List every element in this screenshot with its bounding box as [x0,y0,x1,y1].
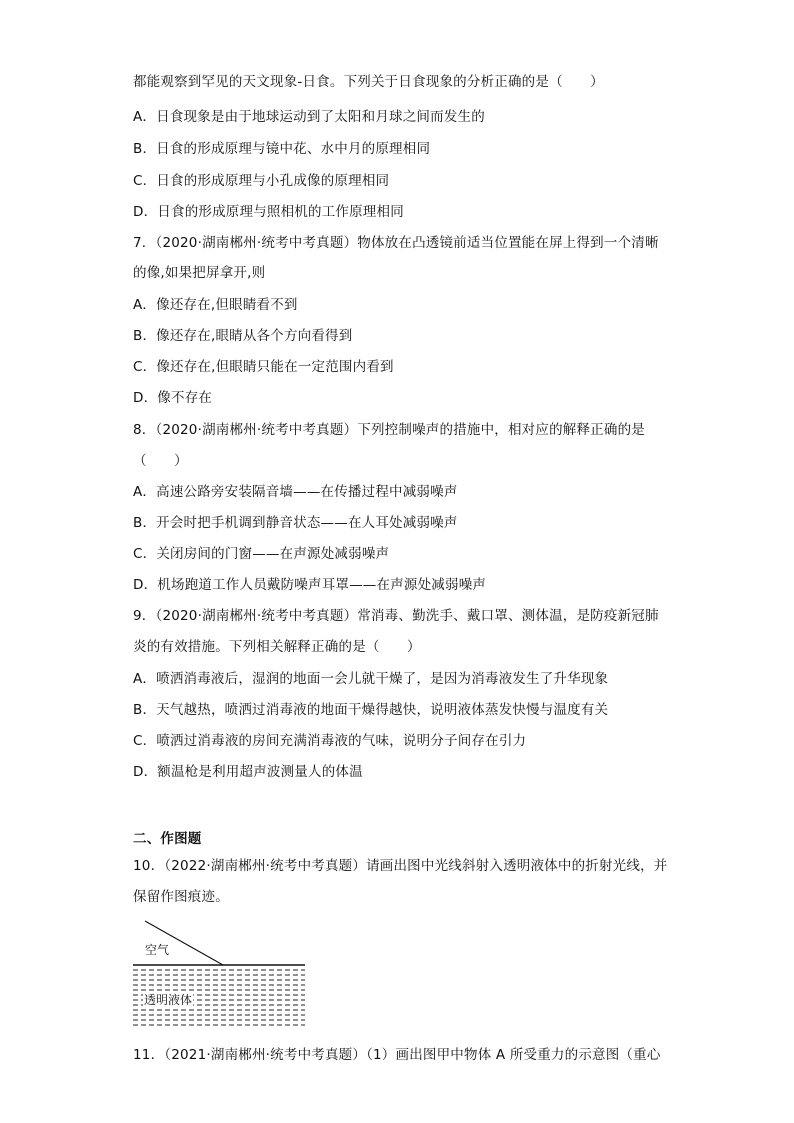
air-label: 空气 [145,943,170,957]
q7-option-a: A．像还存在,但眼睛看不到 [133,297,298,313]
q6-option-b: B．日食的形成原理与镜中花、水中月的原理相同 [133,141,431,157]
question-11-stem: 11．（2021·湖南郴州·统考中考真题）（1）画出图甲中物体 A 所受重力的示意图（重心 [133,1047,661,1063]
q8-option-d: D．机场跑道工作人员戴防噪声耳罩——在声源处减弱噪声 [133,577,487,593]
question-10-stem-cont: 保留作图痕迹。 [133,889,229,905]
q8-option-a: A．高速公路旁安装隔音墙——在传播过程中减弱噪声 [133,484,458,500]
liquid-label: 透明液体 [144,993,193,1007]
refraction-diagram [133,915,313,1030]
q7-option-b: B．像还存在,眼睛从各个方向看得到 [133,328,353,344]
q6-option-a: A．日食现象是由于地球运动到了太阳和月球之间而发生的 [133,109,485,125]
section-heading: 二、作图题 [133,831,202,847]
question-7-stem-cont: 的像,如果把屏拿开,则 [133,265,266,281]
q7-option-d: D．像不存在 [133,390,213,406]
q9-option-d: D．额温枪是利用超声波测量人的体温 [133,764,363,780]
q6-option-c: C．日食的形成原理与小孔成像的原理相同 [133,173,390,189]
question-6-stem-end: 都能观察到罕见的天文现象-日食。下列关于日食现象的分析正确的是（ ） [133,74,604,90]
q9-option-a: A．喷洒消毒液后，湿润的地面一会儿就干燥了，是因为消毒液发生了升华现象 [133,671,609,687]
question-9-stem-cont: 炎的有效措施。下列相关解释正确的是（ ） [133,639,421,655]
question-8-stem: 8．（2020·湖南郴州·统考中考真题）下列控制噪声的措施中，相对应的解释正确的是 [133,422,645,438]
q9-option-b: B．天气越热，喷洒过消毒液的地面干燥得越快，说明液体蒸发快慢与温度有关 [133,702,609,718]
q8-option-c: C．关闭房间的门窗——在声源处减弱噪声 [133,546,390,562]
q8-option-b: B．开会时把手机调到静音状态——在人耳处减弱噪声 [133,515,458,531]
question-8-stem-cont: （ ） [133,453,188,469]
refraction-figure [133,915,313,1030]
question-7-stem: 7．（2020·湖南郴州·统考中考真题）物体放在凸透镜前适当位置能在屏上得到一个清晰 [133,235,659,251]
q9-option-c: C．喷洒过消毒液的房间充满消毒液的气味，说明分子间存在引力 [133,733,527,749]
question-9-stem: 9．（2020·湖南郴州·统考中考真题）常消毒、勤洗手、戴口罩、测体温，是防疫新冠肺 [133,608,659,624]
q6-option-d: D．日食的形成原理与照相机的工作原理相同 [133,204,404,220]
question-10-stem: 10．（2022·湖南郴州·统考中考真题）请画出图中光线斜射入透明液体中的折射光线，并 [133,858,668,874]
q7-option-c: C．像还存在,但眼睛只能在一定范围内看到 [133,359,394,375]
